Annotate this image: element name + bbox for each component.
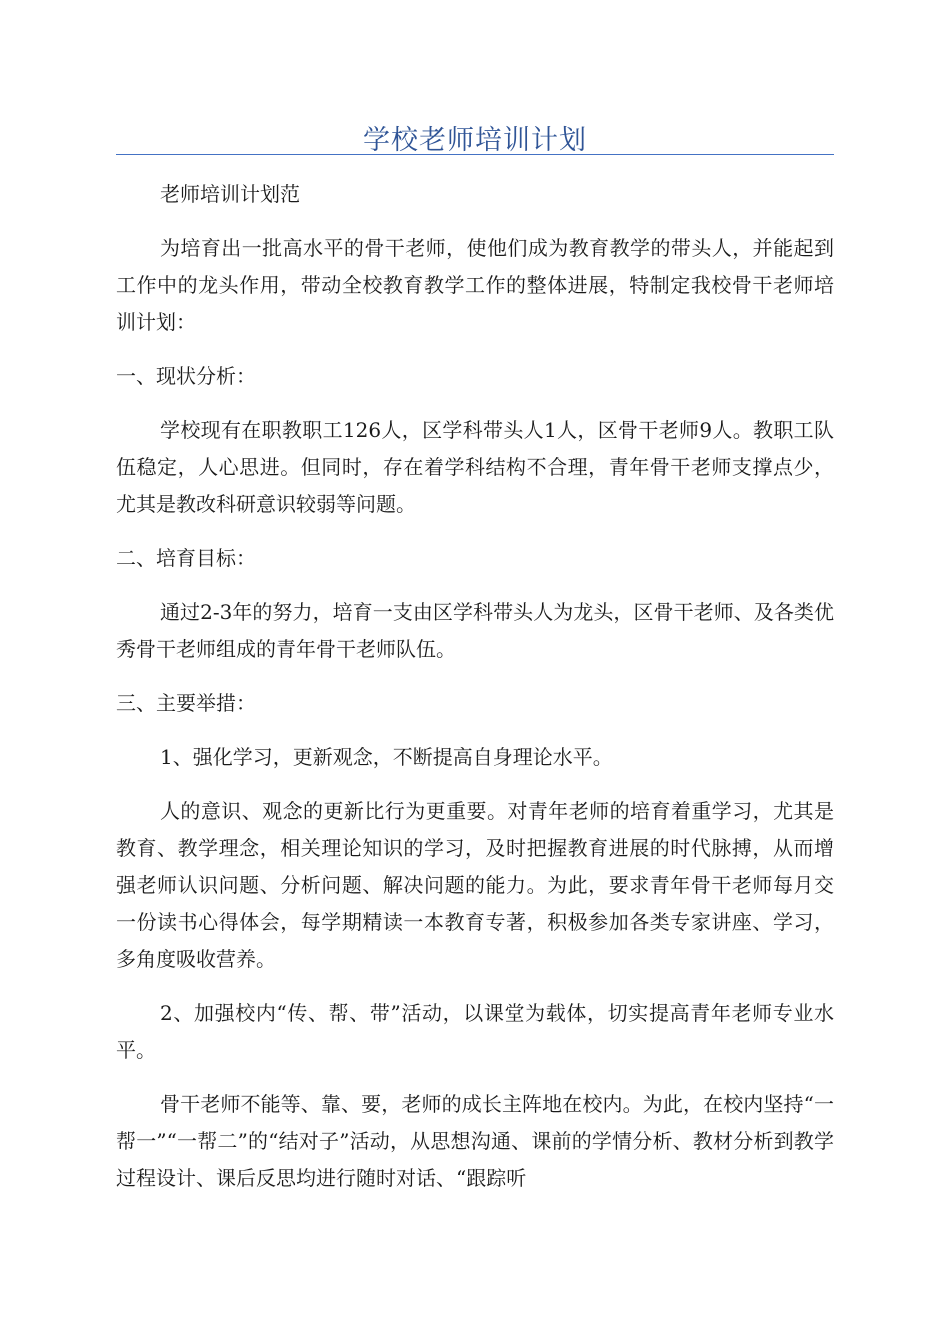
section-heading-1: 一、现状分析： (116, 364, 256, 388)
paragraph-goal: 通过2-3年的努力，培育一支由区学科带头人为龙头，区骨干老师、及各类优秀骨干老师组成的青年骨干老师队伍。 (116, 600, 834, 661)
measure-1-body: 人的意识、观念的更新比行为更重要。对青年老师的培育着重学习，尤其是教育、教学理念，相关理论知识的学习，及时把握教育进展的时代脉搏，从而增强老师认识问题、分析问题、解决问题的能力。为此，要求青年骨干老师每月交一份读书心得体会，每学期精读一本教育专著，积极参加各类专家讲座、学习，多角度吸收营养。 (116, 799, 834, 971)
paragraph-subtitle: 老师培训计划范 (160, 182, 300, 206)
document-body (116, 176, 834, 1214)
section-heading-2: 二、培育目标： (116, 546, 256, 570)
title-underline (116, 154, 834, 155)
measure-2-body: 骨干老师不能等、靠、要，老师的成长主阵地在校内。为此，在校内坚持“一帮一”“一帮二”的“结对子”活动，从思想沟通、课前的学情分析、教材分析到教学过程设计、课后反思均进行随时对话、“跟踪听 (116, 1092, 834, 1190)
measure-2-heading: 2、加强校内“传、帮、带”活动，以课堂为载体，切实提高青年老师专业水平。 (116, 1001, 834, 1062)
measure-1-heading: 1、强化学习，更新观念，不断提高自身理论水平。 (160, 745, 613, 769)
paragraph-status: 学校现有在职教职工126人，区学科带头人1人，区骨干老师9人。教职工队伍稳定，人心思进。但同时，存在着学科结构不合理，青年骨干老师支撑点少，尤其是教改科研意识较弱等问题。 (116, 418, 834, 516)
document-title: 学校老师培训计划 (363, 125, 587, 156)
paragraph-intro: 为培育出一批高水平的骨干老师，使他们成为教育教学的带头人，并能起到工作中的龙头作用，带动全校教育教学工作的整体进展，特制定我校骨干老师培训计划： (116, 236, 834, 334)
section-heading-3: 三、主要举措： (116, 691, 256, 715)
